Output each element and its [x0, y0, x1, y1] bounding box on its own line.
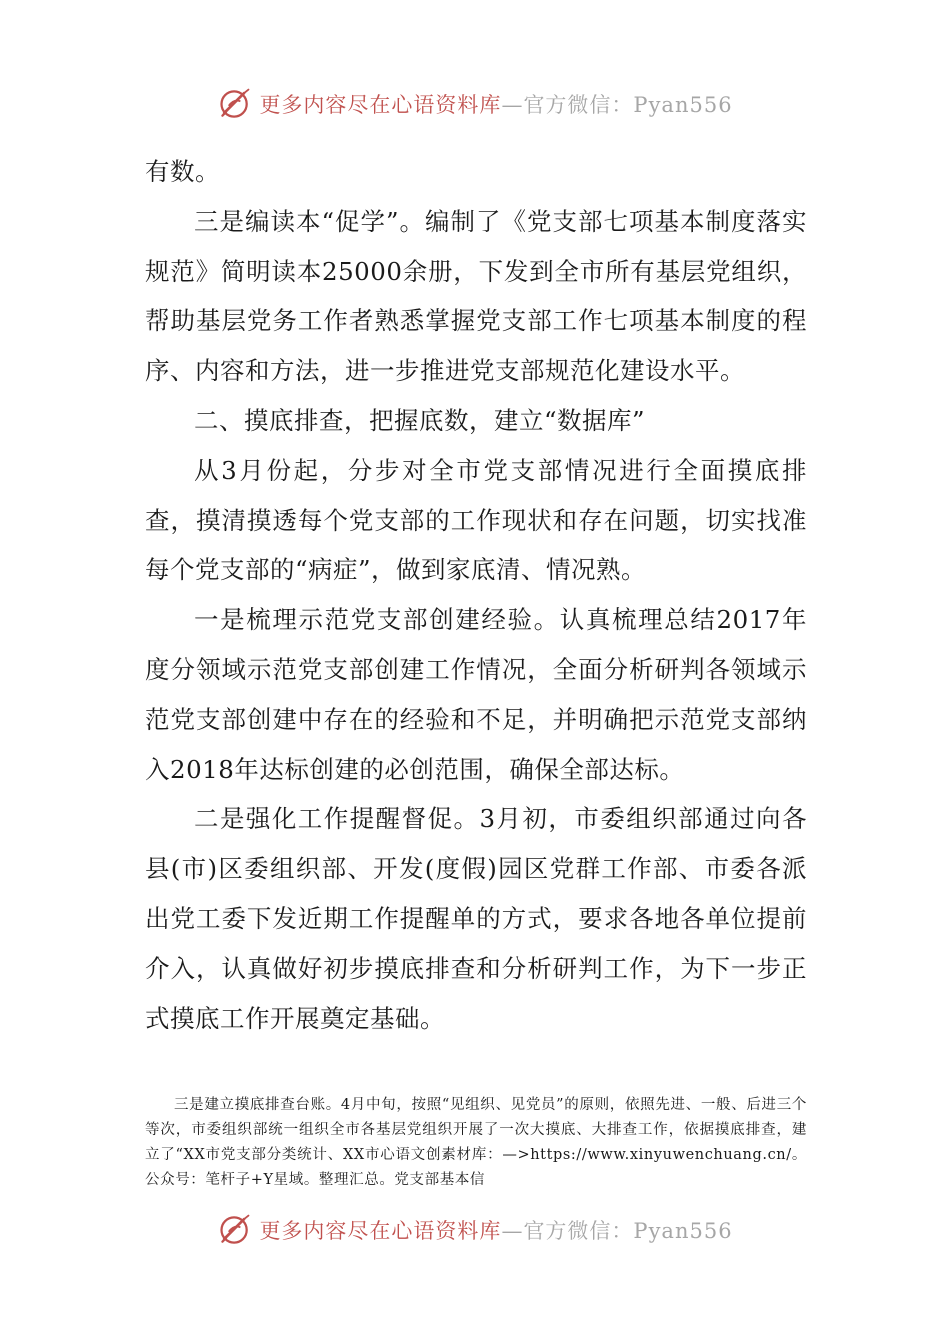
pen-logo-icon [217, 1212, 253, 1248]
banner-dash: — [501, 93, 524, 117]
section-heading-2: 二、摸底排查，把握底数，建立“数据库” [194, 405, 646, 435]
banner-suffix-text: 官方微信：Pyan556 [523, 93, 733, 117]
paragraph-investigation: 从3月份起，分步对全市党支部情况进行全面摸底排查，摸清摸透每个党支部的工作现状和存在问题，切实找准每个党支部的“病症”，做到家底清、情况熟。 [145, 455, 807, 585]
banner-main-text: 更多内容尽在心语资料库 [259, 1219, 502, 1243]
paragraph-experience: 一是梳理示范党支部创建经验。认真梳理总结2017年度分领域示范党支部创建工作情况，全面分析研判各领域示范党支部创建中存在的经验和不足，并明确把示范党支部纳入2018年达标创建的必创范围，确保全部达标。 [145, 605, 807, 784]
banner-suffix-text: 官方微信：Pyan556 [523, 1219, 733, 1243]
banner-text [259, 1215, 732, 1245]
pen-logo-icon [217, 86, 253, 122]
paragraph-reading-book: 三是编读本“促学”。编制了《党支部七项基本制度落实规范》简明读本25000余册，下发到全市所有基层党组织，帮助基层党务工作者熟悉掌握党支部工作七项基本制度的程序、内容和方法，进一步推进党支部规范化建设水平。 [145, 206, 807, 386]
header-banner [0, 82, 950, 126]
document-body [145, 147, 807, 1043]
paragraph-reminder: 二是强化工作提醒督促。3月初，市委组织部通过向各县(市)区委组织部、开发(度假)园区党群工作部、市委各派出党工委下发近期工作提醒单的方式，要求各地各单位提前介入，认真做好初步摸底排查和分析研判工作，为下一步正式摸底工作开展奠定基础。 [145, 804, 807, 1033]
footer-banner [0, 1208, 950, 1252]
banner-main-text: 更多内容尽在心语资料库 [259, 93, 502, 117]
banner-text [259, 89, 732, 119]
paragraph-ledger: 三是建立摸底排查台账。4月中旬，按照“见组织、见党员”的原则，依照先进、一般、后进三个等次，市委组织部统一组织全市各基层党组织开展了一次大摸底、大排查工作，依据摸底排查，建立了“XX市党支部分类统计、XX市心语文创素材库：—>https://www.xinyuwenchuang.cn/。公众号：笔杆子+Y星域。整理汇总。党支部基本信 [145, 1097, 807, 1188]
paragraph-continuation: 有数。 [145, 157, 220, 186]
banner-dash: — [501, 1219, 524, 1243]
